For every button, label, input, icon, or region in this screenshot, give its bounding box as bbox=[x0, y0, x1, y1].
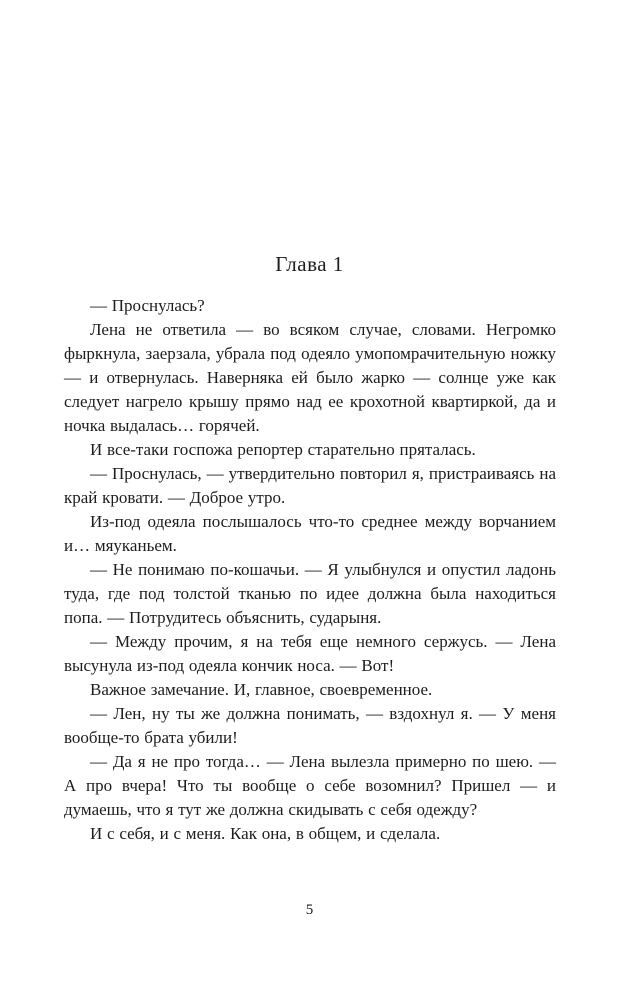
paragraph: — Проснулась, — утвердительно повторил я, пристраиваясь на край кровати. — Доброе утро. bbox=[64, 464, 556, 507]
paragraph: Важное замечание. И, главное, своевременное. bbox=[90, 680, 433, 699]
paragraph: — Не понимаю по-кошачьи. — Я улыбнулся и опустил ладонь туда, где под толстой тканью по идее должна была находиться попа. — Потрудитесь объяснить, сударыня. bbox=[64, 560, 556, 627]
paragraph: — Между прочим, я на тебя еще немного сержусь. — Лена высунула из-под одеяла кончик носа. — Вот! bbox=[64, 632, 556, 675]
paragraph: Лена не ответила — во всяком случае, словами. Негромко фыркнула, заерзала, убрала под одеяло умопомрачительную ножку — и отвернулась. Наверняка ей было жарко — солнце уже как следует нагрело крышу прямо над ее крохотной квартиркой, да и ночка выдалась… горячей. bbox=[64, 320, 556, 435]
text-block bbox=[64, 294, 556, 846]
paragraph: — Да я не про тогда… — Лена вылезла примерно по шею. — А про вчера! Что ты вообще о себе возомнил? Пришел — и думаешь, что я тут же должна скидывать с себя одежду? bbox=[64, 752, 556, 819]
chapter-title: Глава 1 bbox=[275, 252, 344, 276]
paragraph: И все-таки госпожа репортер старательно пряталась. bbox=[90, 440, 476, 459]
paragraph: — Лен, ну ты же должна понимать, — вздохнул я. — У меня вообще-то брата убили! bbox=[64, 704, 556, 747]
paragraph: И с себя, и с меня. Как она, в общем, и сделала. bbox=[90, 824, 441, 843]
page-number: 5 bbox=[305, 902, 314, 918]
paragraph: Из-под одеяла послышалось что-то среднее между ворчанием и… мяуканьем. bbox=[64, 512, 556, 555]
paragraph: — Проснулась? bbox=[90, 296, 205, 315]
